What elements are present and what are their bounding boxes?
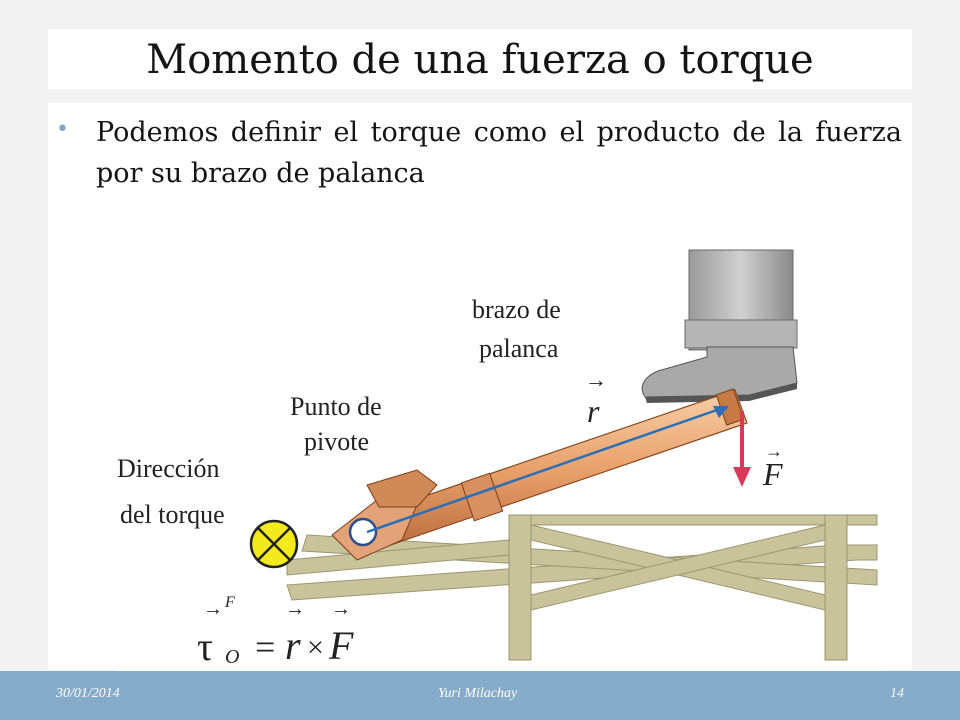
bullet-text: Podemos definir el torque como el producto de la fuerza por su brazo de palanca [96,117,902,189]
r-arrow-glyph: → [585,367,607,392]
torque-diagram [117,215,885,671]
f-arrow-glyph: → [765,441,783,461]
formula-tau-arrow: → [203,598,223,620]
footer-date: 30/01/2014 [56,686,120,701]
bullet-dot: • [56,117,69,142]
label-arm-line2: palanca [479,334,559,363]
footer-page-number: 14 [890,686,904,701]
label-direction-line2: del torque [120,500,225,529]
torque-figure [117,215,885,671]
formula-superscript: F [225,594,235,611]
slide-title: Momento de una fuerza o torque [146,37,814,83]
footer-bar [0,671,960,720]
footer-author: Yuri Milachay [438,686,518,701]
label-direction-line1: Dirección [117,454,220,483]
label-arm-line1: brazo de [472,295,561,324]
label-pivot-line2: pivote [304,427,369,456]
label-r: r [587,393,600,429]
foot-illustration [642,250,797,403]
r-vector-arrow [367,406,729,532]
formula-F: F [329,623,354,668]
formula-times: × [307,631,324,664]
formula-r: r [285,623,301,668]
formula-subscript: O [225,646,240,668]
direction-symbol [251,521,297,567]
label-F: F [763,456,783,492]
formula-r-arrow: → [285,598,305,620]
formula-equals: = [255,627,276,667]
formula-f-arrow: → [331,598,351,620]
formula-tau: τ [197,624,214,669]
label-pivot-line1: Punto de [290,392,382,421]
torque-formula [197,594,354,669]
